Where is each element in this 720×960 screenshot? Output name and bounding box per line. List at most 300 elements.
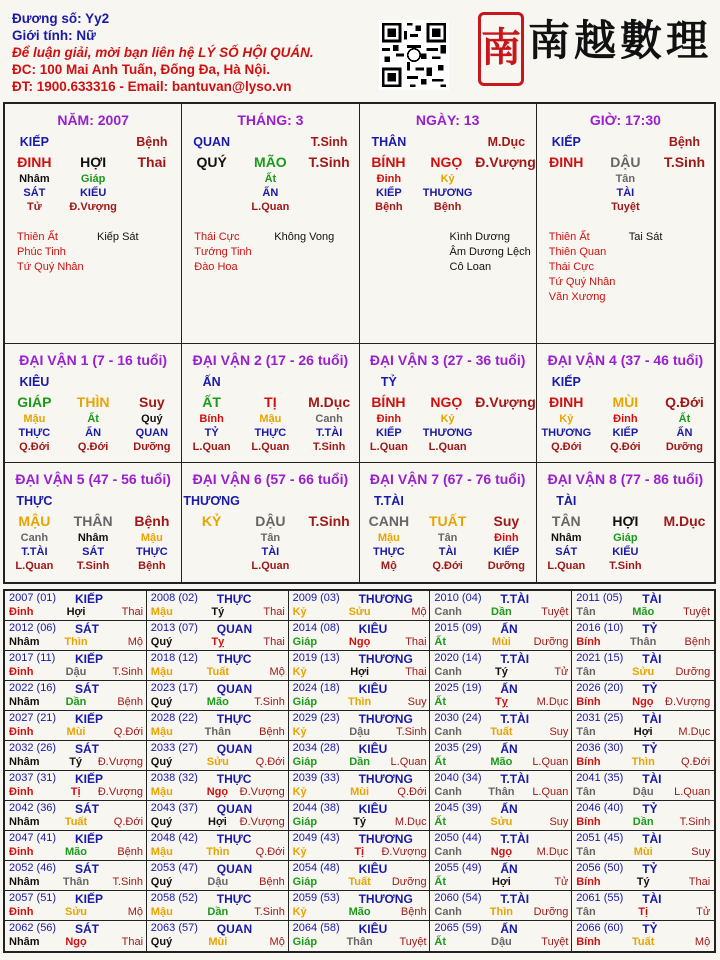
ten-god-line-item: THỰC: [16, 494, 53, 508]
ten-god-line-item: [596, 372, 655, 392]
logo-calligraphy: 南越數理: [528, 16, 713, 65]
year-cell: [289, 921, 431, 951]
year-ganzhi: [434, 636, 568, 648]
year-ganzhi: [293, 696, 427, 708]
year-ganzhi: [151, 846, 285, 858]
hidden-gods-line-item: [655, 545, 714, 559]
hidden-stems-line-item: [655, 531, 714, 545]
hidden-stems-line-item: Canh: [20, 532, 49, 544]
year-cell: [289, 681, 431, 711]
year-cell: [430, 801, 572, 831]
year-stem: Nhâm: [9, 816, 40, 828]
year-cell: [5, 741, 147, 771]
stem-branch-line-item: M.Dục: [663, 513, 706, 529]
dai-van-row: [5, 344, 714, 463]
year-cell: [430, 621, 572, 651]
stem-branch-line: [360, 152, 536, 172]
year-stem: Kỷ: [292, 666, 307, 678]
year-stage: Mộ: [127, 636, 144, 648]
stem-branch-line-item: CANH: [368, 513, 410, 529]
year-god: ẤN: [500, 922, 518, 936]
year-cell: [430, 831, 572, 861]
pillar-title: GIỜ: 17:30: [589, 112, 661, 128]
hidden-stems-line-item: Mậu: [377, 532, 400, 544]
year-stage: Đ.Vượng: [239, 786, 285, 798]
ten-god-line-item: [241, 491, 300, 511]
year-stage: Thai: [263, 636, 285, 648]
life-stage-line-item: Q.Đới: [432, 560, 463, 572]
year-branch: Thìn: [347, 696, 372, 708]
hidden-gods-line-item: THỰC: [254, 427, 287, 439]
year-label: 2032 (26): [9, 742, 57, 754]
hidden-gods-line: [5, 186, 181, 200]
year-ganzhi: [151, 636, 285, 648]
life-stage-line-item: [655, 200, 714, 214]
year-stage: Mộ: [127, 906, 144, 918]
year-god: THỰC: [216, 832, 252, 846]
hidden-gods-line-item: THỰC: [373, 546, 405, 558]
hidden-stems-line: [182, 172, 358, 186]
stars-left: [17, 230, 84, 275]
year-label: 2060 (54): [434, 892, 482, 904]
year-label: 2048 (42): [150, 832, 198, 844]
year-stem: Giáp: [292, 696, 318, 708]
year-cell: [289, 891, 431, 921]
year-stem: Tân: [576, 606, 596, 618]
year-row: [5, 651, 714, 681]
year-branch: Dần: [632, 816, 654, 828]
year-stem: Giáp: [292, 816, 318, 828]
year-ganzhi: [434, 696, 568, 708]
year-branch: Mão: [490, 756, 513, 768]
hidden-gods-line-item: KIẾP: [376, 187, 402, 199]
year-stem: Canh: [434, 606, 462, 618]
ten-god-line-item: KIẾP: [551, 375, 581, 389]
year-label: 2027 (21): [9, 712, 57, 724]
year-cell: [572, 831, 714, 861]
year-god: ẤN: [500, 802, 518, 816]
stem-branch-line-item: NGỌ: [430, 154, 463, 170]
year-god: KIÊU: [358, 742, 388, 756]
year-row: [5, 921, 714, 951]
year-god: THỰC: [216, 592, 252, 606]
hidden-stems-line-item: Giáp: [613, 532, 638, 544]
hidden-gods-line-item: KIẾP: [493, 546, 520, 558]
year-stem: Canh: [434, 726, 462, 738]
year-branch: Hợi: [66, 606, 86, 618]
star-name: Cô Loan: [449, 261, 492, 273]
year-ganzhi: [293, 786, 427, 798]
year-ganzhi: [293, 636, 427, 648]
hidden-gods-line: [182, 186, 358, 200]
year-stage: Thai: [263, 606, 285, 618]
year-ganzhi: [434, 786, 568, 798]
year-god: THƯƠNG: [358, 592, 413, 606]
hidden-gods-line-item: ẤN: [85, 427, 102, 439]
year-ganzhi: [151, 906, 285, 918]
ten-god-line-item: [477, 372, 536, 392]
year-cell: [5, 621, 147, 651]
year-label: 2009 (03): [292, 592, 340, 604]
year-god: TỶ: [642, 862, 658, 876]
year-stage: Q.Đới: [255, 846, 285, 858]
hidden-gods-line: [360, 186, 536, 200]
pillar-title: THÁNG: 3: [237, 112, 304, 128]
year-stage: T.Sinh: [254, 696, 285, 708]
year-god: TÀI: [642, 772, 662, 786]
year-label: 2012 (06): [9, 622, 57, 634]
year-stem: Canh: [434, 906, 462, 918]
dai-van-row: [5, 463, 714, 582]
year-branch: Tuất: [490, 726, 513, 738]
year-branch: Thìn: [64, 636, 88, 648]
stem-branch-line: [5, 511, 181, 531]
life-stage-line-item: L.Quan: [251, 560, 290, 572]
hidden-gods-line: [360, 545, 536, 559]
year-god: ẤN: [500, 682, 518, 696]
year-cell: [147, 681, 289, 711]
year-branch: Sửu: [490, 816, 513, 828]
hidden-stems-line-item: [182, 531, 241, 545]
hidden-stems-line-item: Tân: [437, 532, 458, 544]
pillars-row: [5, 104, 714, 344]
year-stage: Đ.Vượng: [239, 816, 285, 828]
hidden-stems-line-item: Ất: [87, 413, 99, 425]
year-cell: [147, 831, 289, 861]
year-ganzhi: [9, 906, 143, 918]
star-name: Đào Hoa: [194, 261, 238, 273]
stem-branch-line-item: ẤT: [202, 394, 221, 410]
year-cell: [5, 681, 147, 711]
year-cell: [430, 861, 572, 891]
star-name: Tướng Tinh: [194, 246, 252, 258]
year-label: 2013 (07): [150, 622, 198, 634]
year-cell: [147, 801, 289, 831]
year-label: 2066 (60): [576, 922, 624, 934]
year-cell: [289, 591, 431, 621]
hidden-stems-line: [537, 412, 714, 426]
year-god: TỶ: [642, 622, 658, 636]
hidden-gods-line-item: T.TÀI: [21, 546, 48, 558]
hidden-stems-line-item: Mậu: [140, 532, 163, 544]
year-stem: Ất: [434, 696, 446, 708]
year-cell: [147, 861, 289, 891]
year-stage: M.Dục: [536, 696, 569, 708]
hidden-stems-line-item: Kỷ: [559, 413, 574, 425]
year-ganzhi: [434, 666, 568, 678]
year-stem: Canh: [434, 846, 462, 858]
year-god: THỰC: [216, 772, 252, 786]
life-stage-line-item: L.Quan: [251, 201, 290, 213]
year-label: 2059 (53): [292, 892, 340, 904]
year-stage: Tuyệt: [541, 936, 569, 948]
year-branch: Tý: [211, 606, 225, 618]
year-cell: [572, 861, 714, 891]
year-label: 2021 (15): [576, 652, 624, 664]
year-god: TỶ: [642, 682, 658, 696]
ten-god-line-item: [655, 491, 714, 511]
year-branch: Dần: [207, 906, 229, 918]
year-cell: [289, 831, 431, 861]
year-god: QUAN: [216, 742, 253, 756]
star-name: Kiếp Sát: [97, 231, 139, 243]
stem-branch-line-item: TUẤT: [428, 513, 467, 529]
hidden-gods-line-item: [300, 545, 359, 559]
year-god: THƯƠNG: [358, 832, 413, 846]
year-branch: Tý: [636, 876, 650, 888]
star-name: Kình Dương: [449, 231, 510, 243]
hidden-gods-line-item: THƯƠNG: [541, 427, 592, 439]
year-stem: Bính: [576, 756, 601, 768]
stars-left: [194, 230, 251, 275]
year-stem: Kỷ: [292, 786, 307, 798]
stem-branch-line-item: T.Sinh: [663, 154, 706, 170]
hidden-gods-line: [182, 545, 358, 559]
stem-branch-line-item: MẬU: [18, 513, 51, 529]
year-row: [5, 891, 714, 921]
year-label: 2019 (13): [292, 652, 340, 664]
year-ganzhi: [293, 726, 427, 738]
year-label: 2065 (59): [434, 922, 482, 934]
year-cell: [5, 771, 147, 801]
year-god: ẤN: [500, 742, 518, 756]
stem-branch-line-item: DẬU: [610, 154, 641, 170]
ten-god-line: [537, 132, 714, 152]
life-stage-line: [537, 200, 714, 214]
year-stage: Tuyệt: [399, 936, 427, 948]
ten-god-line-item: [123, 372, 182, 392]
year-label: 2039 (33): [292, 772, 340, 784]
star-name: Không Vong: [274, 231, 335, 243]
year-cell: [289, 711, 431, 741]
year-stem: Giáp: [292, 936, 318, 948]
year-label: 2055 (49): [434, 862, 482, 874]
year-stem: Đinh: [9, 786, 34, 798]
year-stem: Giáp: [292, 636, 318, 648]
stem-branch-line-item: BÍNH: [371, 154, 406, 170]
year-god: THỰC: [216, 652, 252, 666]
year-stem: Đinh: [9, 666, 34, 678]
hidden-stems-line-item: [477, 172, 536, 186]
hidden-gods-line-item: SÁT: [23, 187, 46, 199]
year-stem: Ất: [434, 756, 446, 768]
hidden-stems-line-item: Nhâm: [551, 532, 582, 544]
year-god: KIÊU: [358, 622, 388, 636]
ten-god-line-item: [64, 132, 123, 152]
year-stem: Mậu: [150, 846, 173, 858]
year-stage: L.Quan: [390, 756, 427, 768]
year-label: 2035 (29): [434, 742, 482, 754]
year-branch: Tỵ: [494, 696, 508, 708]
year-god: TỶ: [642, 922, 658, 936]
year-stem: Mậu: [150, 726, 173, 738]
star-name: Tai Sát: [628, 231, 663, 243]
ten-god-line-item: [596, 132, 655, 152]
life-stage-line: [5, 559, 181, 573]
year-ganzhi: [434, 756, 568, 768]
stars-right: [274, 230, 334, 245]
year-stage: Suy: [549, 816, 569, 828]
stem-branch-line: [182, 511, 358, 531]
year-branch: Tị: [354, 846, 365, 858]
pillar-cell: [360, 463, 537, 582]
life-stage-line-item: L.Quan: [251, 441, 290, 453]
year-stage: M.Dục: [678, 726, 711, 738]
year-label: 2054 (48): [292, 862, 340, 874]
pillar-title: ĐẠI VẬN 3 (27 - 36 tuổi): [369, 352, 526, 368]
hidden-stems-line-item: Tân: [615, 173, 636, 185]
hidden-stems-line-item: [655, 172, 714, 186]
year-ganzhi: [9, 606, 143, 618]
year-stem: Tân: [576, 846, 596, 858]
hidden-gods-line-item: [477, 186, 536, 200]
year-branch: Thìn: [489, 906, 513, 918]
year-label: 2008 (02): [150, 592, 198, 604]
year-stage: Mộ: [269, 666, 285, 678]
life-stage-line-item: Dưỡng: [487, 560, 525, 572]
life-stage-line-item: Q.Đới: [19, 441, 50, 453]
hidden-gods-line-item: KIẾU: [79, 187, 107, 199]
life-stage-line-item: Tử: [27, 201, 42, 213]
hidden-stems-line-item: Tân: [260, 532, 281, 544]
life-stage-line: [360, 440, 536, 454]
ten-god-line-item: [64, 491, 123, 511]
year-branch: Tỵ: [211, 636, 225, 648]
year-stem: Quý: [150, 696, 173, 708]
year-god: KIẾP: [75, 652, 104, 666]
year-row: [5, 831, 714, 861]
year-label: 2042 (36): [9, 802, 57, 814]
stem-branch-line-item: THÌN: [76, 394, 110, 410]
year-stage: Dưỡng: [533, 906, 569, 918]
year-ganzhi: [293, 936, 427, 948]
year-cell: [147, 921, 289, 951]
year-god: SÁT: [75, 742, 99, 756]
year-stem: Tân: [576, 666, 596, 678]
year-stem: Đinh: [9, 726, 34, 738]
year-cell: [147, 741, 289, 771]
ten-god-line-item: [300, 372, 359, 392]
year-god: THƯƠNG: [358, 772, 413, 786]
year-stage: Đ.Vượng: [381, 846, 427, 858]
year-stem: Bính: [576, 816, 601, 828]
qr-code-icon: [379, 20, 449, 90]
year-stem: Kỷ: [292, 846, 307, 858]
hidden-gods-line-item: ẤN: [262, 187, 279, 199]
year-label: 2040 (34): [434, 772, 482, 784]
gender: Giới tính: Nữ: [12, 28, 96, 43]
stem-branch-line-item: BÍNH: [371, 394, 406, 410]
year-god: THỰC: [216, 712, 252, 726]
year-god: SÁT: [75, 802, 99, 816]
year-stage: Dưỡng: [391, 876, 427, 888]
ten-god-line: [537, 372, 714, 392]
year-branch: Sửu: [632, 666, 655, 678]
stem-branch-line-item: ĐINH: [549, 154, 584, 170]
year-branch: Mùi: [208, 936, 228, 948]
year-cell: [147, 891, 289, 921]
pillar-title: ĐẠI VẬN 7 (67 - 76 tuổi): [369, 471, 526, 487]
year-stage: T.Sinh: [679, 816, 711, 828]
year-branch: Ngọ: [206, 786, 229, 798]
year-label: 2043 (37): [150, 802, 198, 814]
year-stem: Quý: [150, 816, 173, 828]
ten-god-line-item: [300, 491, 359, 511]
year-row: [5, 711, 714, 741]
hidden-stems-line-item: Đinh: [376, 173, 402, 185]
hidden-gods-line-item: TÀI: [261, 546, 280, 558]
year-label: 2049 (43): [292, 832, 340, 844]
header-info: [12, 10, 314, 95]
year-god: TỶ: [642, 742, 658, 756]
stem-branch-line-item: TÂN: [551, 513, 581, 529]
year-stem: Tân: [576, 726, 596, 738]
year-cell: [147, 591, 289, 621]
year-ganzhi: [434, 936, 568, 948]
hidden-gods-line-item: THỰC: [136, 546, 168, 558]
ten-god-line-item: [655, 372, 714, 392]
year-branch: Mùi: [633, 846, 653, 858]
year-branch: Hợi: [350, 666, 370, 678]
star-name: Thiên Ất: [548, 231, 590, 243]
ten-god-line-item: [418, 372, 477, 392]
year-stage: M.Dục: [536, 846, 569, 858]
life-stage-line-item: [182, 200, 241, 214]
year-god: THƯƠNG: [358, 652, 413, 666]
year-stem: Quý: [150, 636, 173, 648]
year-stage: M.Dục: [394, 816, 427, 828]
star-name: Thiên Quan: [548, 246, 607, 258]
hidden-gods-line-item: KIẾP: [376, 427, 402, 439]
year-stem: Đinh: [9, 906, 34, 918]
stem-branch-line-item: QUÝ: [196, 154, 227, 170]
life-stage-line: [182, 559, 358, 573]
life-stage-line-item: L.Quan: [15, 560, 54, 572]
year-branch: Mão: [348, 906, 371, 918]
year-ganzhi: [576, 846, 710, 858]
year-stem: Kỷ: [292, 906, 307, 918]
year-label: 2036 (30): [576, 742, 624, 754]
year-label: 2030 (24): [434, 712, 482, 724]
year-stage: Bệnh: [400, 906, 427, 918]
hidden-stems-line-item: Đinh: [613, 413, 638, 425]
stem-branch-line-item: KỶ: [201, 513, 222, 529]
year-stage: Bệnh: [117, 696, 144, 708]
life-stage-line-item: [123, 200, 182, 214]
year-stage: Tuyệt: [541, 606, 569, 618]
stem-branch-line-item: Suy: [493, 513, 520, 529]
year-branch: Hợi: [491, 876, 511, 888]
hidden-stems-line-item: Giáp: [80, 173, 106, 185]
year-branch: Tị: [70, 786, 81, 798]
year-label: 2051 (45): [576, 832, 624, 844]
year-ganzhi: [434, 816, 568, 828]
year-cell: [430, 771, 572, 801]
star-name: Phúc Tinh: [17, 246, 66, 258]
year-stem: Giáp: [292, 756, 318, 768]
year-cell: [572, 711, 714, 741]
year-stem: Mậu: [150, 666, 173, 678]
life-stage-line-item: L.Quan: [428, 441, 467, 453]
year-ganzhi: [576, 756, 710, 768]
ten-god-line-item: [477, 491, 536, 511]
hidden-gods-line-item: THỰC: [18, 427, 51, 439]
year-stage: Thai: [405, 636, 427, 648]
pillar-cell: [5, 104, 182, 344]
year-stage: Suy: [691, 846, 711, 858]
year-god: TÀI: [642, 652, 662, 666]
year-ganzhi: [9, 816, 143, 828]
